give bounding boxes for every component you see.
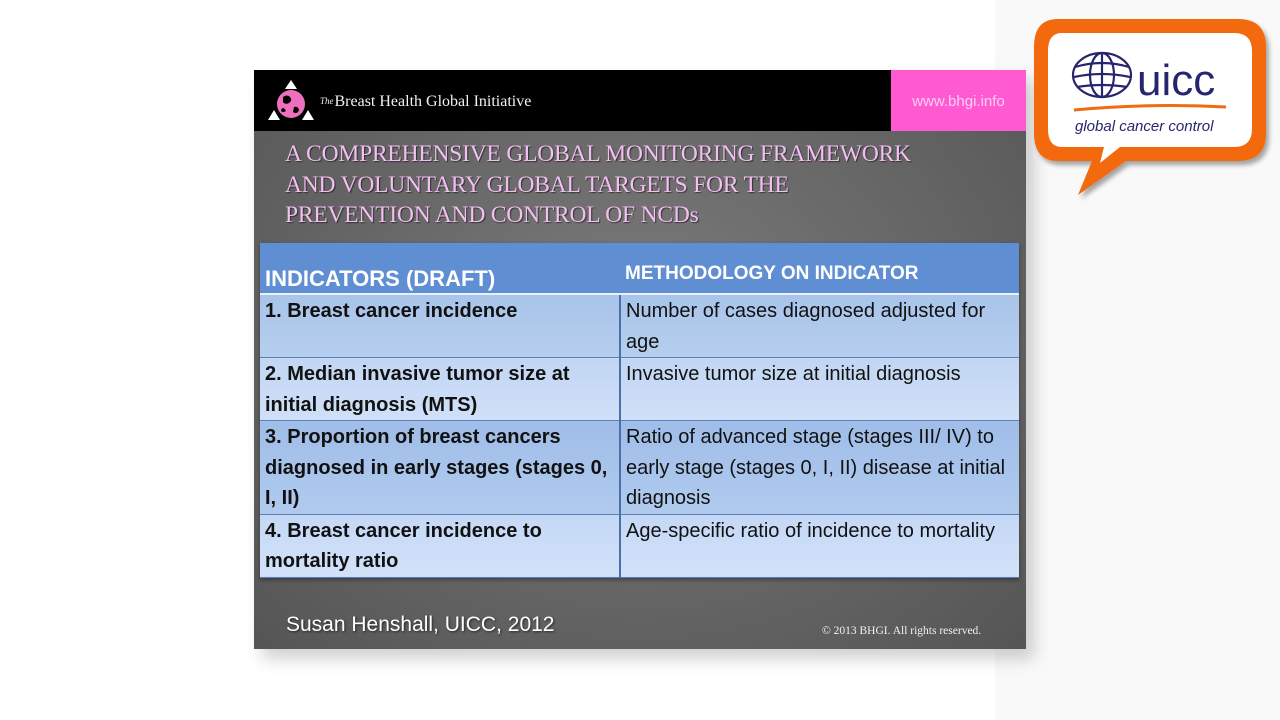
bhgi-logo-icon	[268, 80, 314, 120]
table-header-row	[260, 243, 1019, 294]
presentation-slide	[254, 70, 1026, 649]
methodology-cell: Number of cases diagnosed adjusted for age	[620, 294, 1019, 358]
uicc-tagline: global cancer control	[1075, 118, 1214, 135]
methodology-cell: Invasive tumor size at initial diagnosis	[620, 358, 1019, 421]
bhgi-org-name	[320, 93, 531, 111]
url-box	[891, 70, 1026, 131]
methodology-cell: Ratio of advanced stage (stages III/ IV) to early stage (stages 0, I, II) disease at initial diagnosis	[620, 421, 1019, 515]
globe-icon	[1073, 53, 1131, 97]
table-row	[260, 294, 1019, 358]
table-row	[260, 421, 1019, 515]
methodology-cell: Age-specific ratio of incidence to mortality	[620, 514, 1019, 577]
indicator-cell: 1. Breast cancer incidence	[260, 294, 620, 358]
indicator-cell: 2. Median invasive tumor size at initial diagnosis (MTS)	[260, 358, 620, 421]
indicators-table	[260, 243, 1019, 578]
footer-author: Susan Henshall, UICC, 2012	[286, 613, 555, 636]
title-line: AND VOLUNTARY GLOBAL TARGETS FOR THE	[285, 171, 789, 198]
uicc-logo	[1030, 15, 1275, 205]
title-line: PREVENTION AND CONTROL OF NCDs	[285, 202, 699, 228]
url-link[interactable]: www.bhgi.info	[912, 93, 1005, 110]
org-name-text: Breast Health Global Initiative	[334, 93, 532, 110]
table-row	[260, 514, 1019, 577]
indicator-cell: 4. Breast cancer incidence to mortality ratio	[260, 514, 620, 577]
org-prefix: The	[320, 96, 334, 106]
column-header-methodology: METHODOLOGY ON INDICATOR	[620, 243, 1019, 294]
slide-title	[285, 139, 1005, 231]
table-row	[260, 358, 1019, 421]
slide-header-bar	[254, 70, 1026, 131]
indicator-cell: 3. Proportion of breast cancers diagnosed in early stages (stages 0, I, II)	[260, 421, 620, 515]
uicc-wordmark: uicc	[1137, 56, 1216, 105]
footer-copyright: © 2013 BHGI. All rights reserved.	[822, 625, 982, 637]
title-line: A COMPREHENSIVE GLOBAL MONITORING FRAMEWORK	[285, 141, 911, 167]
column-header-indicators: INDICATORS (DRAFT)	[260, 243, 620, 294]
